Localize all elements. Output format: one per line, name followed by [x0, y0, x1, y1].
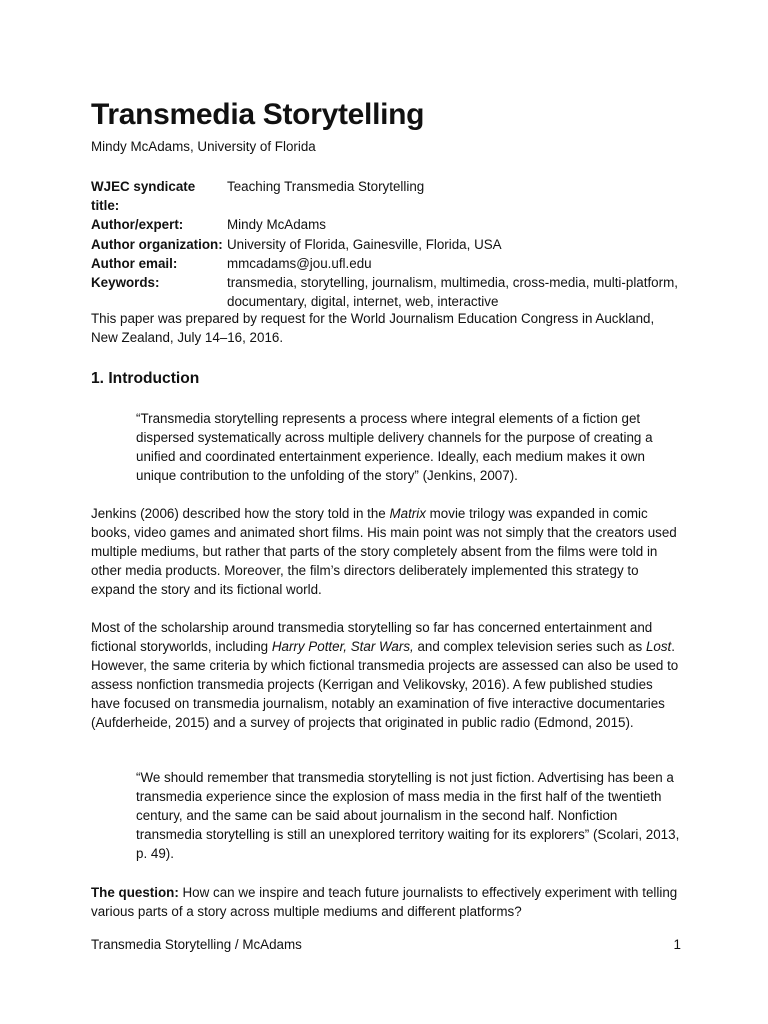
meta-row-syndicate — [91, 177, 681, 215]
meta-value: Mindy McAdams — [227, 217, 326, 233]
research-question — [91, 883, 681, 921]
block-quote-jenkins: “Transmedia storytelling represents a process where integral elements of a fiction get dispersed systematically across multiple delivery channels for the purpose of creating a unified and coordinated entertainment experience. Ideally, each medium makes it own unique contribution to the unfolding of the story” (Jenkins, 2007). — [136, 411, 653, 483]
meta-row-email — [91, 254, 681, 273]
paragraph-italic: Matrix — [389, 506, 426, 521]
paragraph-italic: Lost — [645, 639, 672, 654]
prepared-note: This paper was prepared by request for the World Journalism Education Congress in Auckland, New Zealand, July 14–16, 2016. — [91, 311, 655, 345]
author-byline: Mindy McAdams, University of Florida — [91, 139, 316, 154]
question-text: How can we inspire and teach future journalists to effectively experiment with telling various parts of a story across multiple mediums and different platforms? — [91, 885, 678, 919]
block-quote-scolari: “We should remember that transmedia storytelling is not just fiction. Advertising has been a transmedia experience since the explosion of mass media in the first half of the twentieth century, and the same can be said about journalism in the second half. Nonfiction transmedia storytelling is still an unexplored territory waiting for its explorers” (Scolari, 2013, p. 49). — [136, 770, 680, 861]
section-heading-introduction: 1. Introduction — [91, 370, 200, 387]
paragraph-text: and complex television series such as — [413, 639, 646, 654]
question-label: The question: — [91, 885, 179, 900]
meta-label: Author email: — [91, 255, 178, 271]
meta-label: Author organization: — [91, 236, 223, 252]
meta-label: Author/expert: — [91, 217, 184, 233]
meta-label: Keywords: — [91, 275, 160, 291]
meta-row-author — [91, 215, 681, 234]
meta-row-organization — [91, 235, 681, 254]
paragraph-text: movie trilogy was expanded in comic books, video games and animated short films. His main point was not simply that the creators used multiple mediums, but rather that parts of the story completely absent from the films were told in other media products. Moreover, the film’s directors deliberately implemented this strategy to expand the story and its fictional world. — [91, 506, 677, 597]
meta-row-keywords — [91, 273, 681, 311]
paragraph-matrix — [91, 504, 681, 599]
page-number: 1 — [673, 937, 681, 952]
meta-value: mmcadams@jou.ufl.edu — [227, 255, 372, 271]
paragraph-italic: Harry Potter, Star Wars, — [271, 639, 414, 654]
page-footer — [91, 937, 681, 952]
meta-value: transmedia, storytelling, journalism, multimedia, cross-media, multi-platform, documentary, digital, internet, web, interactive — [227, 275, 678, 310]
meta-value: University of Florida, Gainesville, Florida, USA — [227, 236, 502, 252]
meta-value: Teaching Transmedia Storytelling — [227, 179, 425, 194]
paragraph-text: . However, the same criteria by which fictional transmedia projects are assessed can also be used to assess nonfiction transmedia projects (Kerrigan and Velikovsky, 2016). A few published studies have focused on transmedia journalism, notably an examination of five interactive documentaries (Aufderheide, 2015) and a survey of projects that originated in public radio (Edmond, 2015). — [91, 639, 679, 730]
footer-running-title: Transmedia Storytelling / McAdams — [91, 937, 302, 952]
metadata-table — [91, 177, 681, 311]
paragraph-scholarship — [91, 618, 681, 732]
paragraph-text: Most of the scholarship around transmedia storytelling so far has concerned entertainment and fictional storyworlds, including — [91, 620, 653, 654]
meta-label: WJEC syndicate title: — [91, 179, 196, 214]
paragraph-text: Jenkins (2006) described how the story told in the — [91, 506, 390, 521]
document-title: Transmedia Storytelling — [91, 98, 425, 131]
